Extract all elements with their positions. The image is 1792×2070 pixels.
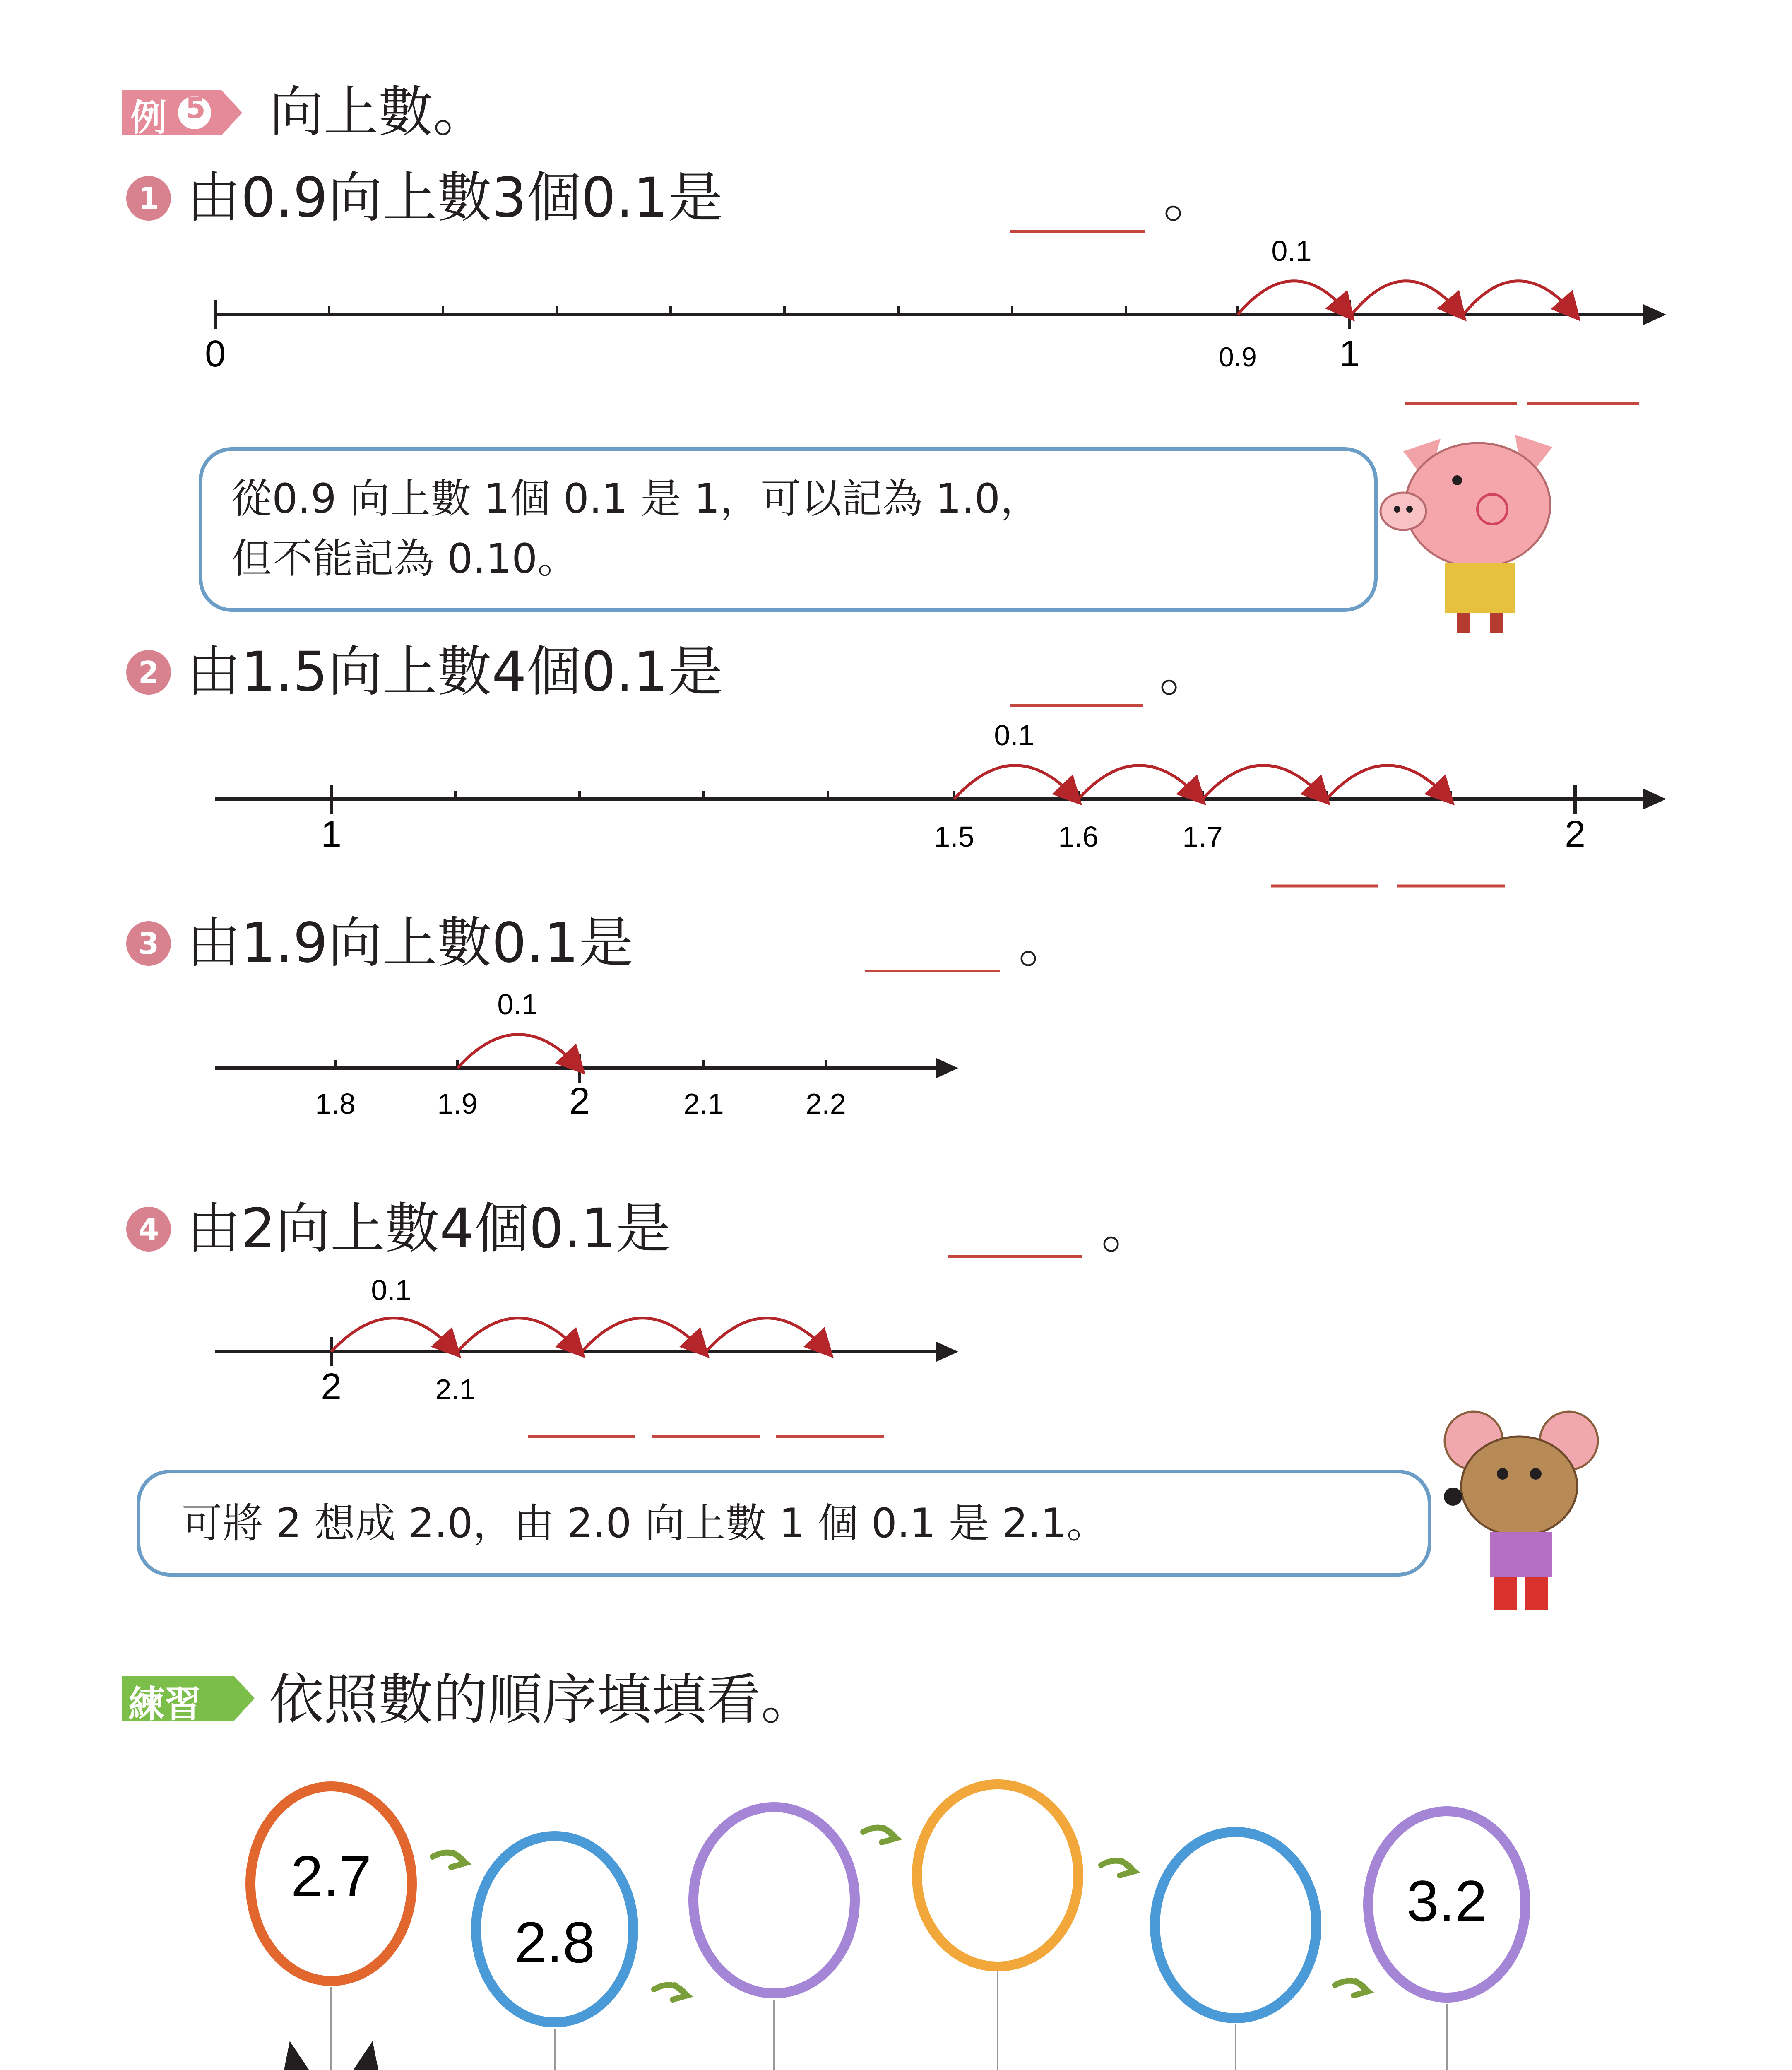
tick-label: 1.9: [437, 1088, 478, 1120]
question-4-answer-blank[interactable]: [948, 1255, 1082, 1258]
tick-label: 0.9: [1219, 342, 1257, 372]
question-3-number: 3: [126, 921, 171, 966]
balloon-orange: [917, 1784, 1078, 1966]
step-label: 0.1: [371, 1274, 411, 1306]
question-2-text: 由1.5向上數4個0.1是: [186, 640, 723, 704]
arc-1: [457, 1035, 577, 1068]
arc-4: [1327, 765, 1447, 799]
practice-title: 依照數的順序填填看。: [269, 1668, 815, 1732]
practice-tag-label: 練習: [128, 1683, 202, 1726]
question-3-text: 由1.9向上數0.1是: [186, 911, 633, 975]
tick-label: 2: [320, 1366, 342, 1408]
question-4-number: 4: [126, 1207, 171, 1252]
question-1-end: 。: [1163, 166, 1218, 230]
balloon-blue: [1155, 1832, 1316, 2018]
step-label: 0.1: [1271, 235, 1312, 267]
example-tag-number: 5: [185, 91, 206, 125]
pig-speech-bubble: [199, 447, 1378, 612]
axis-arrow-icon: [936, 1058, 958, 1078]
arc-1: [331, 1318, 453, 1352]
tick-label: 2: [1564, 814, 1586, 855]
numberline-1: [0, 0, 1792, 435]
numberline-4: [0, 1259, 993, 1457]
tick-label: 2.1: [435, 1373, 476, 1406]
axis-arrow-icon: [936, 1341, 958, 1362]
arc-2: [1352, 281, 1459, 315]
balloon-row: [0, 1755, 1792, 2070]
example-tag-label: 例: [130, 96, 167, 139]
arc-4: [706, 1318, 826, 1352]
tick-label: 1.5: [934, 821, 974, 853]
step-label: 0.1: [994, 719, 1034, 751]
question-3-end: 。: [1018, 911, 1073, 975]
arc-2: [457, 1318, 577, 1352]
tick-label: 1.8: [315, 1088, 356, 1120]
pig-tip-line-1: 從0.9 向上數 1個 0.1 是 1，可以記為 1.0，: [231, 475, 1041, 522]
tick-label: 2.2: [806, 1088, 846, 1120]
tick-label: 1.7: [1182, 821, 1223, 853]
question-1-text: 由0.9向上數3個0.1是: [186, 166, 723, 230]
mouse-character-icon: [1436, 1403, 1610, 1619]
pig-tip-line-2: 但不能記為 0.10。: [231, 535, 578, 582]
arc-3: [1203, 765, 1323, 799]
question-4-end: 。: [1101, 1197, 1156, 1261]
arc-1: [1238, 281, 1347, 315]
arc-1: [954, 765, 1074, 799]
question-3-answer-blank[interactable]: [865, 970, 1000, 972]
tick-label: 1: [320, 814, 342, 855]
balloon-value: 2.7: [291, 1844, 372, 1909]
question-4-text: 由2向上數4個0.1是: [186, 1197, 671, 1261]
step-label: 0.1: [497, 988, 538, 1021]
mouse-speech-bubble: [137, 1470, 1431, 1577]
question-1-number: 1: [126, 176, 171, 221]
arc-3: [582, 1318, 702, 1352]
balloon-purple: [693, 1807, 855, 1993]
tick-label: 0: [204, 333, 226, 375]
arc-3: [1463, 281, 1573, 315]
axis-arrow-icon: [1643, 304, 1666, 325]
pig-character-icon: [1378, 422, 1573, 638]
tick-label: 2.1: [683, 1088, 724, 1120]
balloon-value: 2.8: [514, 1910, 595, 1975]
tick-label: 1.6: [1058, 821, 1099, 853]
numberline-3: [0, 973, 993, 1138]
mouse-tip-line-1: 可將 2 想成 2.0，由 2.0 向上數 1 個 0.1 是 2.1。: [182, 1500, 1107, 1547]
question-2-end: 。: [1159, 640, 1214, 704]
arc-2: [1078, 765, 1198, 799]
example-title: 向上數。: [269, 80, 488, 144]
tick-label: 1: [1339, 333, 1360, 375]
balloon-value: 3.2: [1406, 1868, 1487, 1933]
axis-arrow-icon: [1643, 789, 1666, 809]
question-2-number: 2: [126, 650, 171, 695]
numberline-2: [0, 704, 1792, 919]
tick-label: 2: [569, 1081, 590, 1122]
